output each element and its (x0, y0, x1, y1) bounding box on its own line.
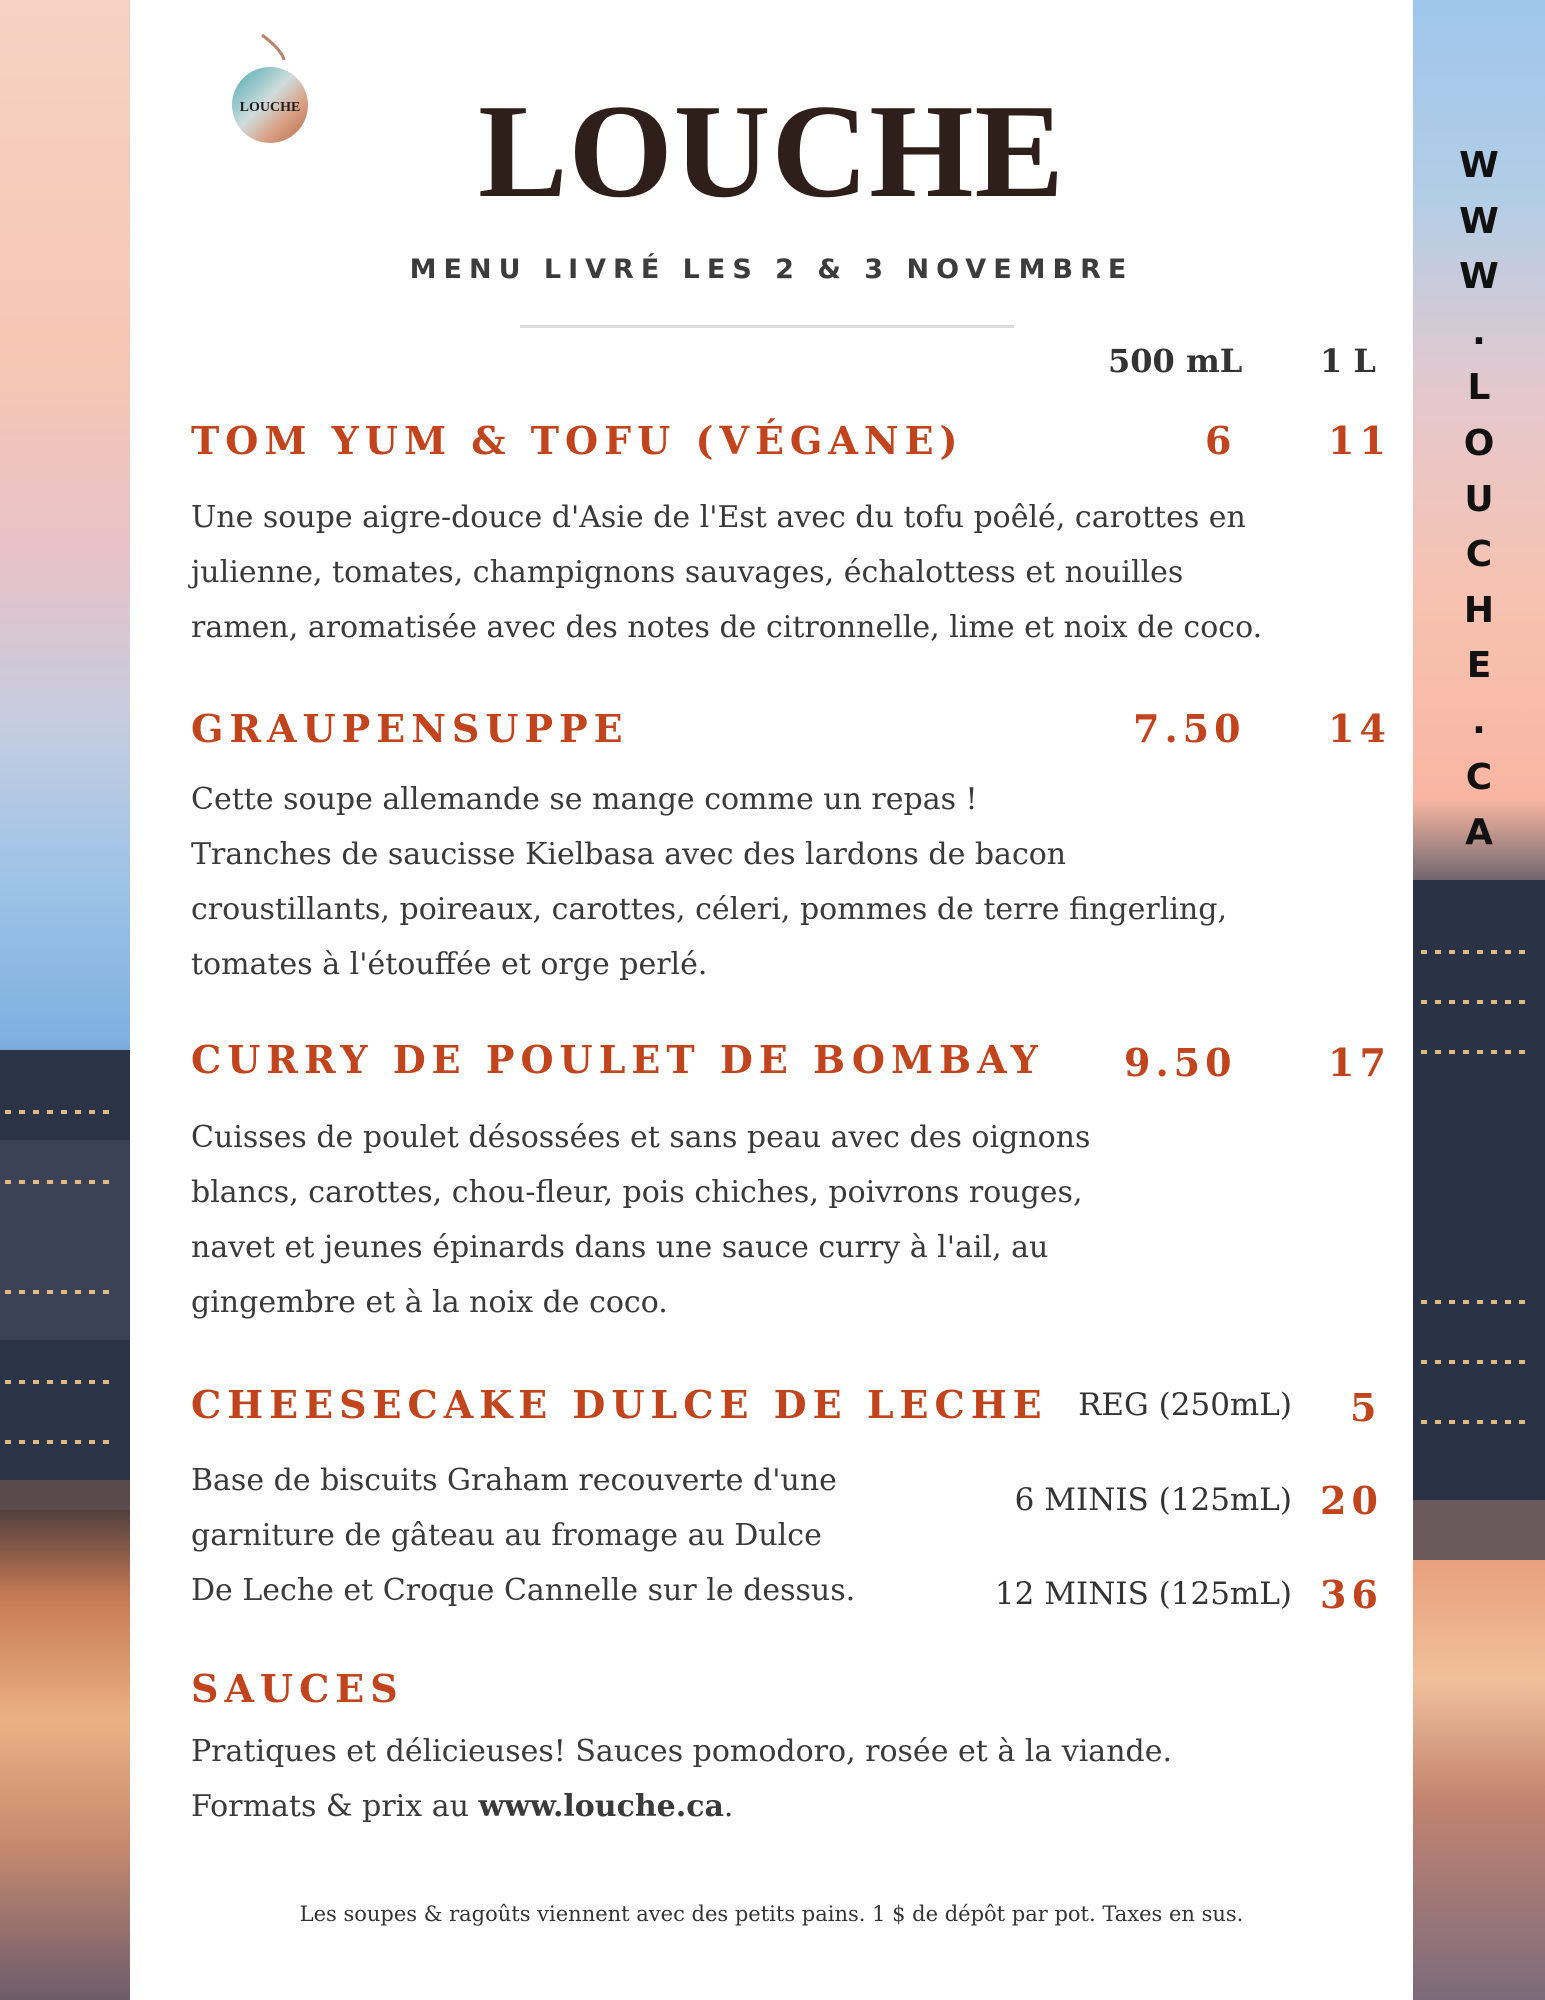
item-description-tom-yum: Une soupe aigre-douce d'Asie de l'Est avec du tofu poêlé, carottes en julienne, tomates, champignons sauvages, échalottess et nouilles ramen, aromatisée avec des notes de citronnelle, lime et noix de coco. (191, 500, 1263, 645)
svg-text:LOUCHE: LOUCHE (239, 100, 301, 115)
url-char: W (1459, 145, 1499, 186)
price-cheesecake-12-minis: 36 (1320, 1572, 1383, 1617)
url-char: . (1472, 700, 1486, 742)
item-title-sauces: SAUCES (191, 1666, 404, 1711)
url-char: A (1465, 812, 1493, 854)
price-1l-tom-yum: 11 (1328, 418, 1391, 463)
url-char: H (1463, 589, 1495, 631)
price-1l-curry: 17 (1328, 1040, 1391, 1085)
url-char: C (1465, 534, 1493, 576)
url-char: . (1472, 311, 1486, 353)
page-title: LOUCHE (478, 77, 1065, 225)
item-title-cheesecake: CHEESECAKE DULCE DE LECHE (191, 1382, 1048, 1427)
url-char: L (1467, 367, 1491, 409)
item-title-tom-yum: TOM YUM & TOFU (VÉGANE) (191, 418, 964, 463)
column-header-1l: 1 L (1320, 342, 1376, 380)
price-cheesecake-6-minis: 20 (1320, 1478, 1383, 1523)
item-title-graupensuppe: GRAUPENSUPPE (191, 706, 629, 751)
item-description-curry: Cuisses de poulet désossées et sans peau avec des oignons blancs, carottes, chou-fleur, pois chiches, poivrons rouges, navet et jeunes épinards dans une sauce curry à l'ail, au gingembre et à la noix de coco. (191, 1120, 1091, 1320)
left-background-cityscape (0, 0, 130, 2000)
url-char: W (1459, 200, 1499, 242)
url-char: O (1463, 422, 1495, 464)
size-label-6-minis: 6 MINIS (125mL) (1014, 1482, 1292, 1518)
website-link[interactable]: www.louche.ca (478, 1789, 724, 1824)
size-label-12-minis: 12 MINIS (125mL) (994, 1576, 1292, 1612)
footer-note: Les soupes & ragoûts viennent avec des petits pains. 1 $ de dépôt par pot. Taxes en sus. (299, 1902, 1244, 1926)
item-description-cheesecake: Base de biscuits Graham recouverte d'une garniture de gâteau au fromage au Dulce De Leche et Croque Cannelle sur le dessus. (191, 1463, 856, 1608)
divider (520, 325, 1014, 328)
vertical-website-url[interactable] (1413, 138, 1545, 861)
item-description-graupensuppe: Cette soupe allemande se mange comme un repas ! Tranches de saucisse Kielbasa avec des lardons de bacon croustillants, poireaux, carottes, céleri, pommes de terre fingerling, tomates à l'étouffée et orge perlé. (191, 782, 1227, 982)
price-1l-graupensuppe: 14 (1328, 706, 1391, 751)
item-title-curry: CURRY DE POULET DE BOMBAY (191, 1037, 1044, 1082)
price-500ml-graupensuppe: 7.50 (1133, 706, 1246, 751)
price-500ml-tom-yum: 6 (1205, 418, 1237, 463)
url-char: W (1459, 256, 1499, 298)
size-label-reg: REG (250mL) (1078, 1387, 1292, 1423)
url-char: U (1464, 478, 1494, 520)
url-char: E (1466, 645, 1492, 687)
column-header-500ml: 500 mL (1108, 342, 1243, 380)
menu-subtitle: MENU LIVRÉ LES 2 & 3 NOVEMBRE (409, 254, 1134, 285)
price-500ml-curry: 9.50 (1124, 1040, 1237, 1085)
url-char: C (1465, 756, 1493, 798)
price-cheesecake-reg: 5 (1350, 1385, 1382, 1430)
sauces-description: Pratiques et délicieuses! Sauces pomodoro, rosée et à la viande. Formats & prix au www.louche.ca. (191, 1734, 1173, 1824)
